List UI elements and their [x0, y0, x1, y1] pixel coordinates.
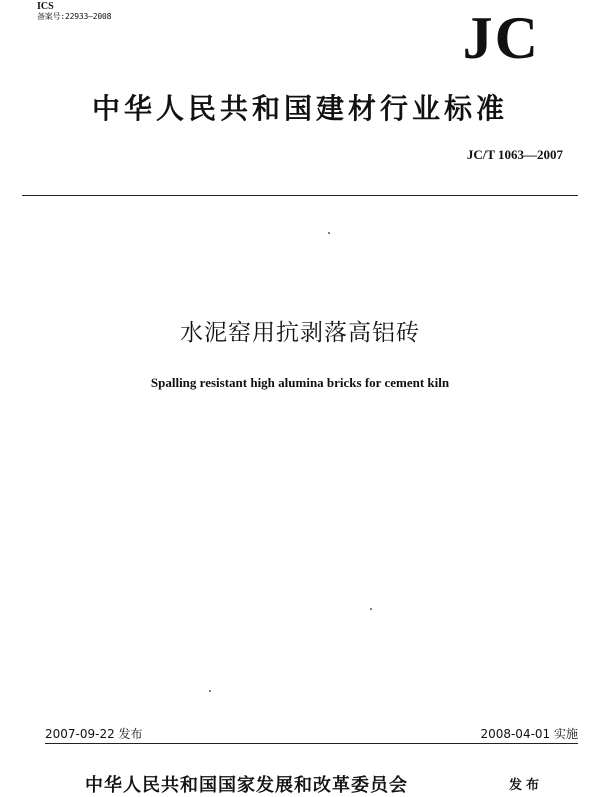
standard-category-title: 中华人民共和国建材行业标准	[91, 92, 508, 125]
document-title-en: Spalling resistant high alumina bricks for cement kiln	[150, 375, 450, 390]
jc-logo: JC	[462, 5, 540, 71]
filing-number: 备案号:22933—2008	[37, 12, 112, 21]
standard-code: JC/T 1063—2007	[466, 147, 563, 162]
header-divider	[22, 195, 578, 196]
implement-date: 2008-04-01 实施	[480, 727, 578, 741]
issuing-authority: 中华人民共和国国家发展和改革委员会	[85, 775, 408, 796]
footer-divider	[45, 743, 578, 744]
document-title-cn: 水泥窑用抗剥落高铝砖	[180, 320, 420, 346]
scan-speck	[209, 690, 211, 692]
scan-speck	[328, 232, 330, 234]
issue-label: 发布	[509, 778, 544, 793]
publish-date: 2007-09-22 发布	[45, 727, 143, 741]
scan-speck	[370, 608, 372, 610]
ics-label: ICS	[37, 1, 54, 12]
